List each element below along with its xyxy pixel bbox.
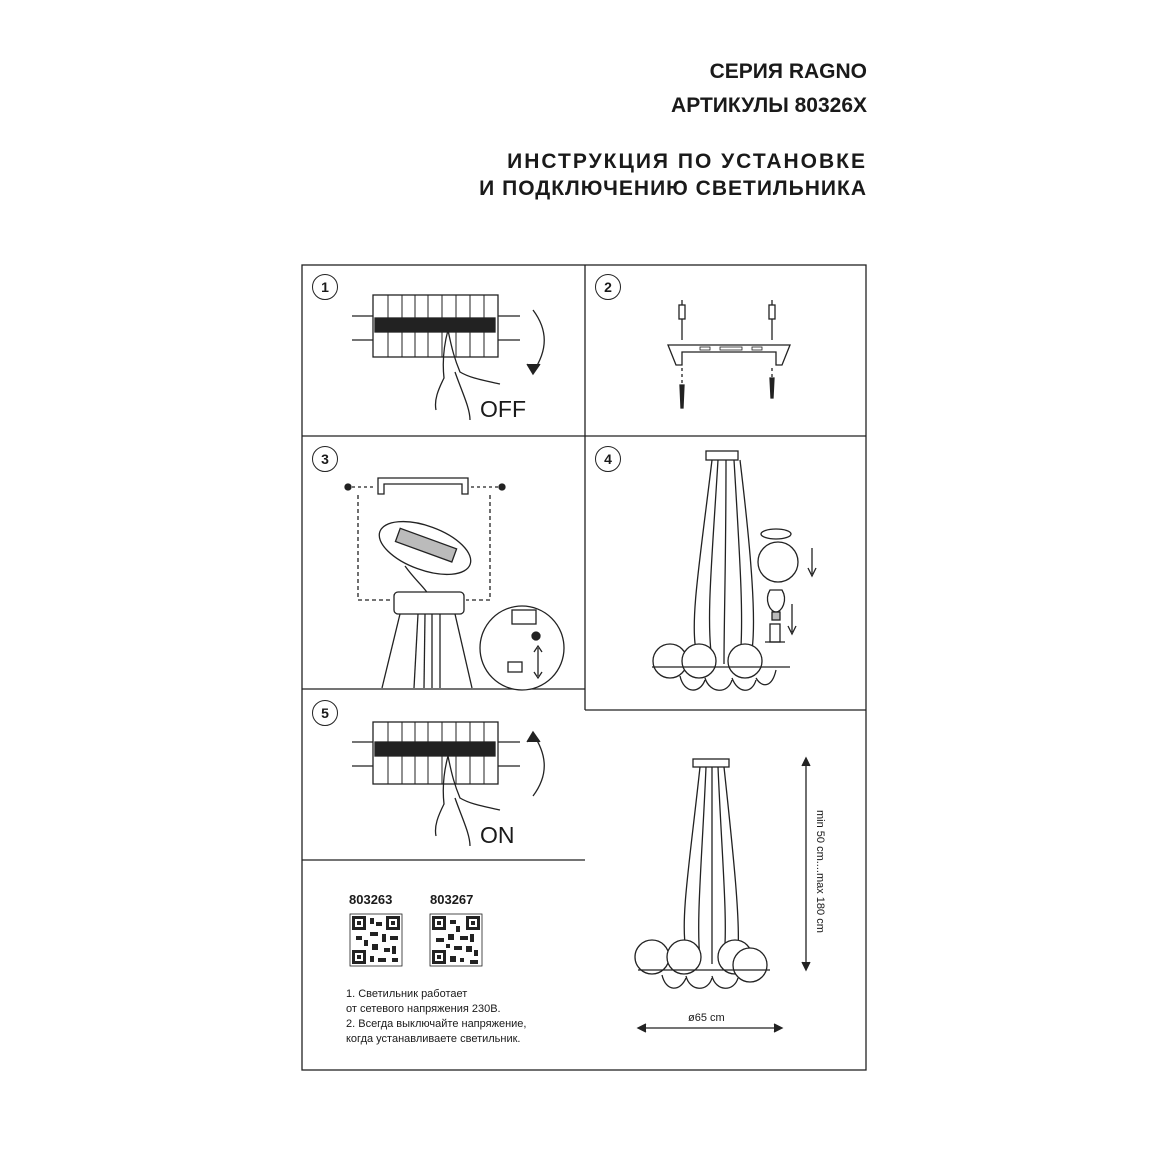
height-dimension-label: min 50 cm....max 180 cm [814, 810, 826, 933]
qr-code-803267 [430, 914, 482, 966]
on-label: ON [480, 822, 515, 848]
instruction-title-line1: ИНСТРУКЦИЯ ПО УСТАНОВКЕ [507, 150, 867, 173]
canopy-connection-illustration [345, 478, 564, 690]
series-title: СЕРИЯ RAGNO [709, 60, 867, 83]
mounting-bracket-illustration [668, 300, 790, 408]
dimension-drawing [635, 758, 810, 1032]
note-line-4: когда устанавливаете светильник. [346, 1033, 521, 1045]
step-number-2: 2 [595, 274, 621, 300]
qr-code-803263 [350, 914, 402, 966]
qr-code-label-803267: 803267 [430, 892, 474, 907]
note-line-1: 1. Светильник работает [346, 988, 468, 1000]
note-line-3: 2. Всегда выключайте напряжение, [346, 1018, 527, 1030]
step-number-4: 4 [595, 446, 621, 472]
qr-code-label-803263: 803263 [349, 892, 393, 907]
step-number-1: 1 [312, 274, 338, 300]
step-number-5: 5 [312, 700, 338, 726]
step-number-3: 3 [312, 446, 338, 472]
article-numbers: АРТИКУЛЫ 80326X [671, 94, 867, 117]
globe-assembly-illustration [652, 451, 816, 690]
breaker-panel-on-illustration [352, 722, 544, 846]
diameter-dimension-label: ø65 cm [688, 1012, 725, 1024]
off-label: OFF [480, 396, 526, 422]
instruction-title-line2: И ПОДКЛЮЧЕНИЮ СВЕТИЛЬНИКА [479, 177, 867, 200]
note-line-2: от сетевого напряжения 230В. [346, 1003, 501, 1015]
